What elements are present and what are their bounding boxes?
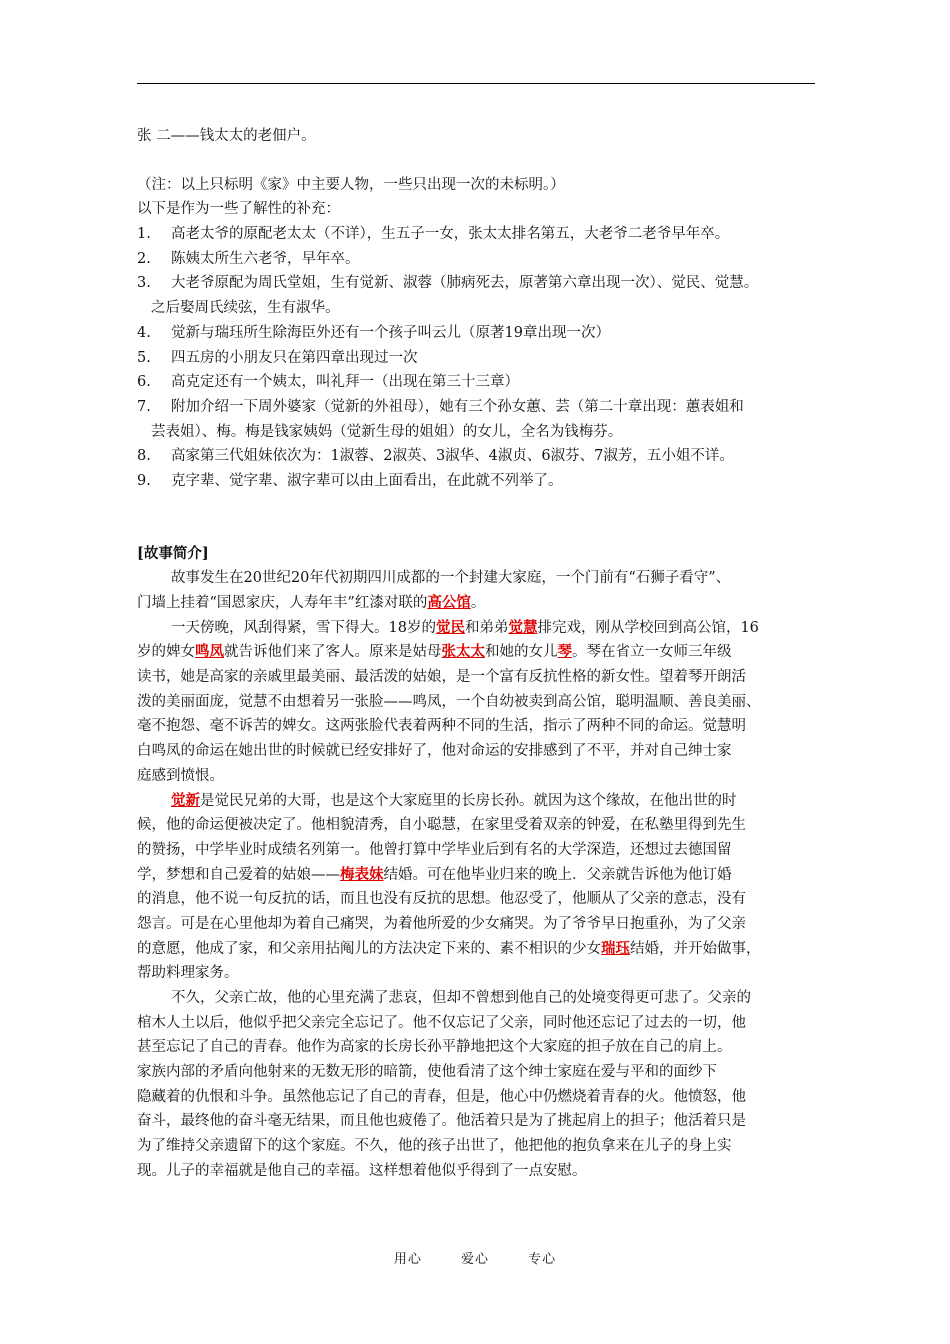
highlight-juemin[interactable]: 觉民 (435, 618, 465, 636)
paragraph: 故事发生在20世纪20年代初期四川成都的一个封建大家庭，一个门前有“石狮子看守”、 门墙上挂着“国恩家庆，人寿年丰”红漆对联的高公馆。 (137, 570, 731, 611)
list-item: 9. 克字辈、觉字辈、淑字辈可以由上面看出，在此就不列举了。 (137, 472, 563, 489)
document-body (137, 124, 823, 1184)
page-footer (0, 1248, 950, 1267)
footer-text: 专心 (528, 1252, 557, 1267)
supplement-intro: 以下是作为一些了解性的补充： (137, 201, 340, 218)
list-item: 6. 高克定还有一个姨太，叫礼拜一（出现在第三十三章） (137, 374, 519, 391)
section-title: [故事简介] (137, 544, 209, 562)
highlight-qin[interactable]: 琴 (557, 643, 572, 661)
header-rule (137, 83, 815, 84)
supplement-list (137, 222, 823, 494)
highlight-gao-mansion[interactable]: 高公馆 (427, 594, 471, 611)
list-item: 3. 大老爷原配为周氏堂姐，生有觉新、淑蓉（肺病死去，原著第六章出现一次）、觉民、觉慧。 (137, 275, 759, 292)
list-item: 7. 附加介绍一下周外婆家（觉新的外祖母），她有三个孙女蕙、芸（第二十章出现：蕙表姐和 (137, 398, 744, 415)
highlight-ruijue[interactable]: 瑞珏 (601, 939, 630, 957)
list-item: 2. 陈姨太所生六老爷，早年卒。 (137, 250, 360, 267)
paragraph: 不久，父亲亡故，他的心里充满了悲哀，但却不曾想到他自己的处境变得更可悲了。父亲的 棺木人土以后，他似乎把父亲完全忘记了。他不仅忘记了父亲，同时他还忘记了过去的一切，他 甚至忘记了自己的青春。他作为高家的长房长孙平静地把这个大家庭的担子放在自己的肩上。 家族内部的矛盾向他射来的无数无形的暗箭，使他看清了这个绅士家庭在爱与平和的面纱下 隐藏着的仇恨和斗争。虽然他忘记了自己的青春，但是，他心中仍燃烧着青春的火。他愤怒，他 奋斗，最终他的奋斗毫无结果，而且他也疲倦了。他活着只是为了挑起肩上的担子；他活着只是 为了维持父亲遗留下的这个家庭。不久，他的孩子出世了，他把他的抱负拿来在儿子的身上实 现。儿子的幸福就是他自己的幸福。这样想着他似乎得到了一点安慰。 (137, 990, 751, 1179)
list-item: 1. 高老太爷的原配老太太（不详），生五子一女，张太太排名第五，大老爷二老爷早年卒。 (137, 226, 730, 243)
highlight-mei-biaomei[interactable]: 梅表妹 (340, 865, 384, 883)
list-item: 4. 觉新与瑞珏所生除海臣外还有一个孩子叫云儿（原著19章出现一次） (137, 324, 610, 341)
story-summary (137, 566, 823, 1183)
list-item: 8. 高家第三代姐妹依次为：1淑蓉、2淑英、3淑华、4淑贞、6淑芬、7淑芳，五小姐不详。 (137, 448, 734, 465)
paragraph: 觉新是觉民兄弟的大哥，也是这个大家庭里的长房长孙。就因为这个缘故，在他出世的时 候，他的命运便被决定了。他相貌清秀，自小聪慧，在家里受着双亲的钟爱，在私塾里得到先生 的赞扬，中学毕业时成绩名列第一。他曾打算中学毕业后到有名的大学深造，还想过去德国留 学，梦想和自己爱着的姑娘——梅表妹结婚。可在他毕业归来的晚上．父亲就告诉他为他订婚 的消息，他不说一句反抗的话，而且也没有反抗的思想。他忍受了，他顺从了父亲的意志，没有 怨言。可是在心里他却为着自己痛哭，为着他所爱的少女痛哭。为了爷爷早日抱重孙，为了父亲 的意愿，他成了家，和父亲用拈阄儿的方法决定下来的、素不相识的少女瑞珏结婚，并开始做事， 帮助料理家务。 (137, 791, 761, 982)
character-entry: 张 二——钱太太的老佃户。 (137, 128, 316, 144)
highlight-mingfeng[interactable]: 鸣凤 (195, 643, 224, 661)
footer-text: 爱心 (460, 1252, 489, 1267)
note-text: （注：以上只标明《家》中主要人物，一些只出现一次的未标明。） (137, 176, 565, 193)
paragraph: 一天傍晚，风刮得紧，雪下得大。18岁的觉民和弟弟觉慧排完戏，刚从学校回到高公馆，16 岁的婢女鸣凤就告诉他们来了客人。原来是姑母张太太和她的女儿琴。琴在省立一女师三年级 读书，她是高家的亲戚里最美丽、最活泼的姑娘，是一个富有反抗性格的新女性。望着琴开朗活 泼的美丽面庞，觉慧不由想着另一张脸——鸣凤，一个自幼被卖到高公馆，聪明温顺、善良美丽、 毫不抱怨、毫不诉苦的婢女。这两张脸代表着两种不同的生活，指示了两种不同的命运。觉慧明 白鸣凤的命运在她出世的时候就已经安排好了，他对命运的安排感到了不平，并对自己绅士家 庭感到愤恨。 (137, 618, 761, 784)
list-item-continuation: 芸表姐）、梅。梅是钱家姨妈（觉新生母的姐姐）的女儿，全名为钱梅芬。 (151, 423, 623, 440)
highlight-juexin[interactable]: 觉新 (171, 791, 200, 809)
list-item-continuation: 之后娶周氏续弦，生有淑华。 (151, 300, 340, 317)
highlight-zhang-taitai[interactable]: 张太太 (441, 643, 485, 661)
list-item: 5. 四五房的小朋友只在第四章出现过一次 (137, 349, 418, 366)
footer-text: 用心 (393, 1252, 422, 1267)
highlight-juehui[interactable]: 觉慧 (508, 618, 538, 636)
